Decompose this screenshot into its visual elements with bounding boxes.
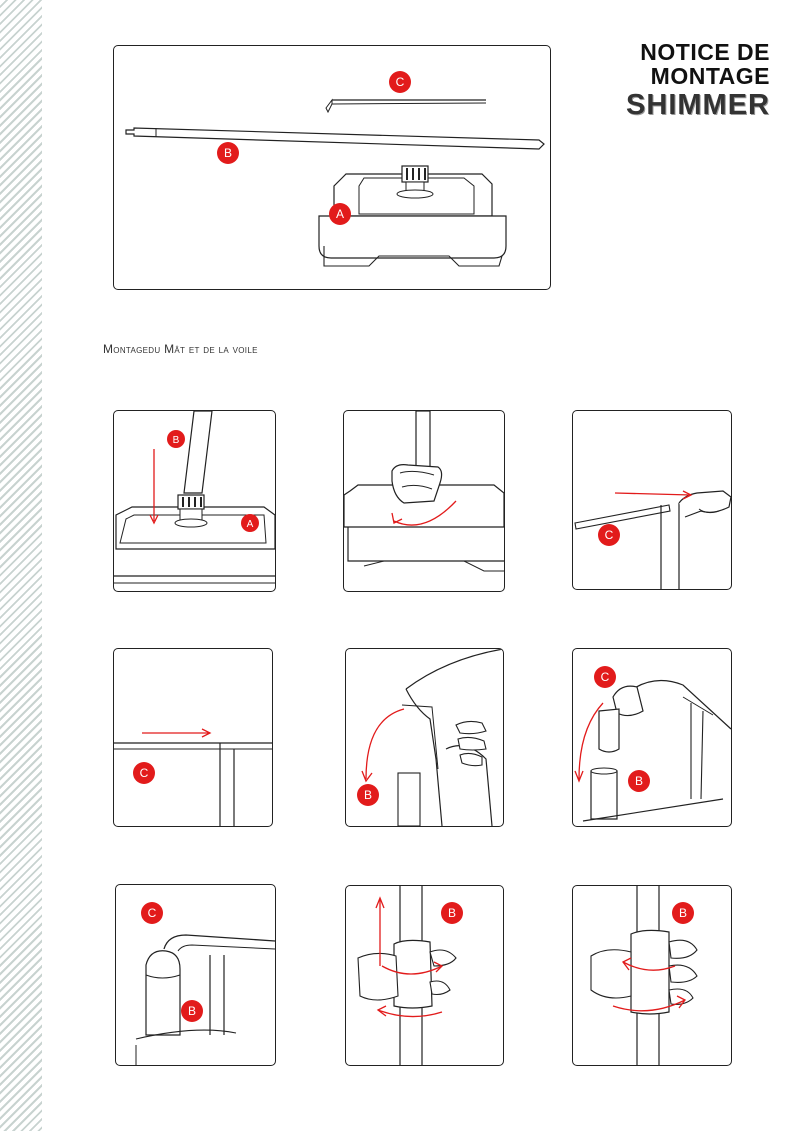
step-6-panel [572, 648, 732, 827]
step-4-panel [113, 648, 273, 827]
step-7-badge-c-label: C [147, 906, 157, 920]
badge-b-label: B [223, 146, 233, 160]
step-2-panel [343, 410, 505, 592]
badge-c [389, 71, 411, 93]
badge-a [329, 203, 351, 225]
step-3-panel [572, 410, 732, 590]
product-name: SHIMMER [626, 89, 770, 122]
step-3-badge-c-label: C [604, 528, 614, 542]
document-title [626, 40, 770, 121]
step-5-badge-b [357, 784, 379, 806]
step-8-illustration [346, 886, 503, 1065]
step-8-badge-b-label: B [447, 906, 457, 920]
step-6-badge-c [594, 666, 616, 688]
step-7-panel [115, 884, 276, 1066]
step-3-illustration [573, 411, 731, 589]
step-3-badge-c [598, 524, 620, 546]
step-7-illustration [116, 885, 275, 1065]
step-4-badge-c-label: C [139, 766, 149, 780]
step-4-illustration [114, 649, 272, 826]
title-line-1: NOTICE DE [640, 39, 770, 65]
step-5-badge-b-label: B [363, 788, 373, 802]
step-4-badge-c [133, 762, 155, 784]
step-8-badge-b [441, 902, 463, 924]
step-1-badge-a [241, 514, 259, 532]
step-2-illustration [344, 411, 504, 591]
step-6-illustration [573, 649, 731, 826]
step-1-panel [113, 410, 276, 592]
parts-illustration [114, 46, 550, 289]
decorative-stripe-border [0, 0, 42, 1131]
step-9-illustration [573, 886, 731, 1065]
step-5-illustration [346, 649, 503, 826]
step-6-badge-b-label: B [634, 774, 644, 788]
step-5-panel [345, 648, 504, 827]
step-1-badge-b [167, 430, 185, 448]
step-9-badge-b [672, 902, 694, 924]
step-9-panel [572, 885, 732, 1066]
step-1-badge-a-label: A [246, 519, 254, 530]
badge-c-label: C [395, 75, 405, 89]
step-7-badge-c [141, 902, 163, 924]
step-8-panel [345, 885, 504, 1066]
section-heading: Montagedu Mât et de la voile [103, 342, 258, 356]
step-7-badge-b [181, 1000, 203, 1022]
step-6-badge-c-label: C [600, 670, 610, 684]
step-7-badge-b-label: B [187, 1004, 197, 1018]
badge-b [217, 142, 239, 164]
title-line-2: MONTAGE [650, 63, 770, 90]
step-9-badge-b-label: B [678, 906, 688, 920]
step-1-illustration [114, 411, 275, 591]
parts-overview-panel [113, 45, 551, 290]
badge-a-label: A [335, 207, 345, 221]
step-6-badge-b [628, 770, 650, 792]
step-1-badge-b-label: B [172, 435, 180, 446]
